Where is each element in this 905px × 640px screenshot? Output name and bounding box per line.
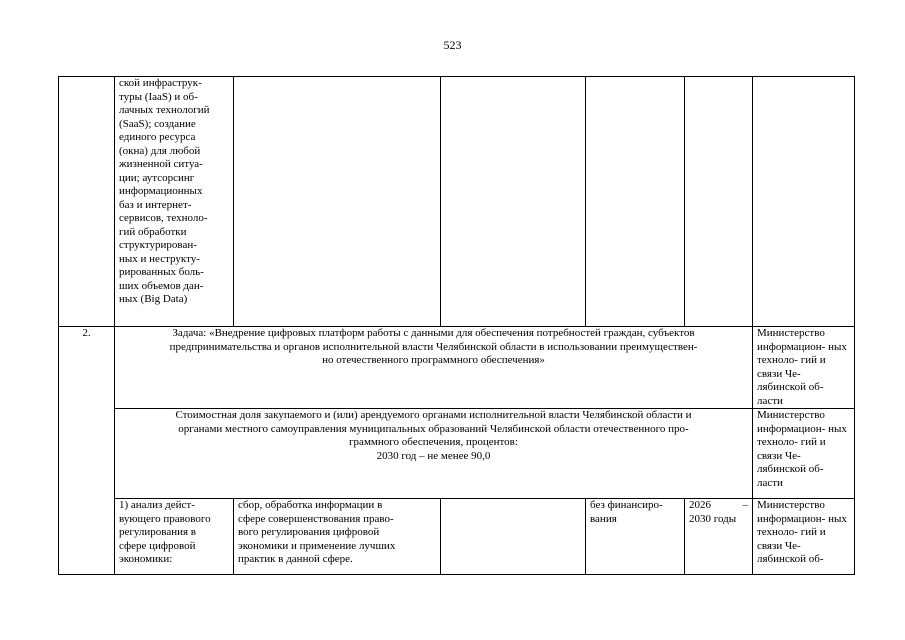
- text-line: ных (Big Data): [119, 293, 188, 305]
- text-line: ных техноло-: [757, 340, 847, 366]
- cell-financing: [586, 77, 685, 327]
- cell-responsible: [753, 409, 855, 499]
- text-line: информацион-: [757, 422, 826, 435]
- text-line: без финансиро-: [590, 499, 663, 511]
- text-line: гий обработки: [119, 225, 187, 238]
- text-line: Министерство: [757, 499, 825, 511]
- cell-indicator: [115, 409, 753, 499]
- text-line: ции; аутсорсинг: [119, 171, 195, 184]
- text-line: сфере совершенствования право-: [238, 512, 394, 525]
- text-line: гий и связи Че-: [757, 354, 826, 380]
- text-line: вания: [590, 512, 617, 525]
- text-line: структурирован-: [119, 239, 197, 251]
- text-line: жизненной ситуа-: [119, 158, 203, 170]
- text-line: вого регулирования цифровой: [238, 526, 380, 538]
- text-line: информационных: [119, 185, 203, 197]
- text-line: предпринимательства и органов исполнительной власти Челябинской области в использовании преимуществен-: [169, 340, 698, 353]
- text-line: единого ресурса: [119, 131, 196, 143]
- cell-responsible: [753, 499, 855, 575]
- cell-years: [685, 499, 753, 575]
- text-line: сервисов, техноло-: [119, 212, 208, 224]
- years-end: 2030 годы: [689, 512, 737, 525]
- text-line: регулирования в: [119, 526, 196, 538]
- cell-empty: [441, 77, 586, 327]
- text-line: ных и неструкту-: [119, 252, 200, 265]
- table-row-task: [59, 327, 855, 409]
- cell-content: [234, 499, 441, 575]
- text-line: экономики и применение лучших: [238, 539, 396, 552]
- page-number: 523: [443, 38, 462, 52]
- text-line: гий и связи Че-: [757, 436, 826, 462]
- text-line: вующего правового: [119, 512, 211, 525]
- table-row-indicator: [59, 409, 855, 499]
- text-line: (SaaS); создание: [119, 117, 196, 130]
- text-line: ных техноло-: [757, 512, 847, 538]
- text-line: сбор, обработка информации в: [238, 499, 383, 511]
- cell-activity-description: [115, 77, 234, 327]
- text-line: баз и интернет-: [119, 198, 192, 211]
- cell-number: 2.: [59, 327, 115, 575]
- text-line: ших объемов дан-: [119, 279, 204, 292]
- text-line: (окна) для любой: [119, 144, 201, 157]
- text-line: ской инфраструк-: [119, 77, 202, 89]
- text-line: 2030 год – не менее 90,0: [376, 449, 491, 462]
- program-table: [58, 76, 855, 575]
- text-line: лябинской об-: [757, 553, 824, 565]
- years-start: 2026: [689, 499, 711, 511]
- cell-responsible: [753, 327, 855, 409]
- text-line: ласти: [757, 394, 783, 407]
- cell-years: [685, 77, 753, 327]
- table-row-continuation: [59, 77, 855, 327]
- text-line: ласти: [757, 476, 783, 489]
- text-line: Стоимостная доля закупаемого и (или) арендуемого органами исполнительной власти Челябинской области и: [175, 409, 692, 421]
- text-line: информацион-: [757, 340, 826, 353]
- text-line: информацион-: [757, 512, 826, 525]
- cell-activity: [115, 499, 234, 575]
- cell-empty: [441, 499, 586, 575]
- text-line: Министерство: [757, 327, 825, 339]
- cell-number: [59, 77, 115, 327]
- years-first-line: [689, 499, 748, 513]
- text-line: туры (IaaS) и об-: [119, 90, 198, 103]
- text-line: рированных боль-: [119, 266, 204, 278]
- text-line: сфере цифровой: [119, 539, 196, 552]
- cell-task: [115, 327, 753, 409]
- text-line: 1) анализ дейст-: [119, 499, 195, 511]
- years-dash: –: [742, 499, 748, 511]
- text-line: лябинской об-: [757, 463, 824, 475]
- table-row-activity: [59, 499, 855, 575]
- cell-responsible: [753, 77, 855, 327]
- cell-content: [234, 77, 441, 327]
- text-line: лачных технологий: [119, 104, 210, 116]
- text-line: но отечественного программного обеспечения»: [322, 354, 545, 366]
- text-line: лябинской об-: [757, 381, 824, 393]
- text-line: Задача: «Внедрение цифровых платформ работы с данными для обеспечения потребностей граждан, субъектов: [172, 327, 695, 339]
- text-line: граммного обеспечения, процентов:: [349, 436, 518, 448]
- text-line: органами местного самоуправления муниципальных образований Челябинской области отечественного про-: [178, 422, 689, 435]
- text-line: практик в данной сфере.: [238, 553, 353, 565]
- text-line: гий и связи Че-: [757, 526, 826, 552]
- text-line: экономики:: [119, 553, 173, 565]
- cell-financing: [586, 499, 685, 575]
- text-line: ных техноло-: [757, 422, 847, 448]
- text-line: Министерство: [757, 409, 825, 421]
